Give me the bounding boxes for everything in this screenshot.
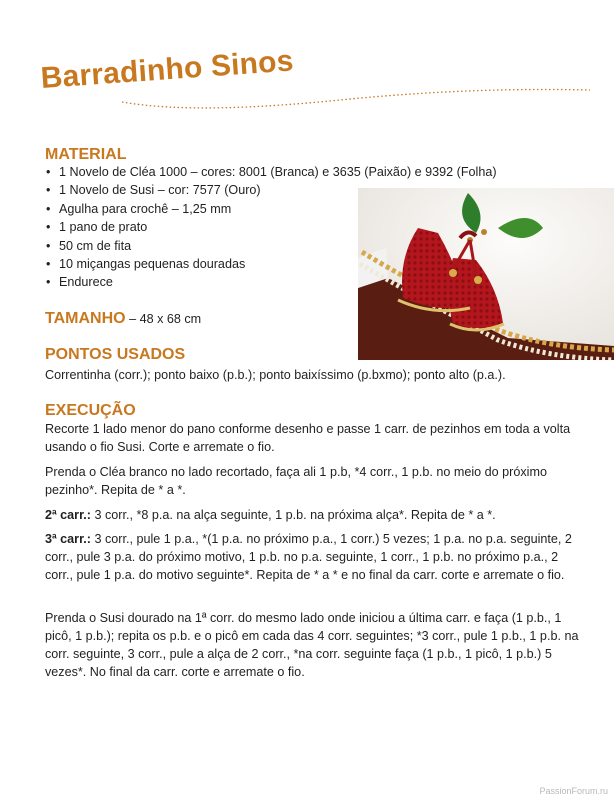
execution-row-2: [45, 506, 580, 524]
size-value: – 48 x 68 cm: [125, 312, 202, 326]
execution-paragraph-5: Prenda o Susi dourado na 1ª corr. do mesmo lado onde iniciou a última carr. e faça (1 p.b., 1 picô, 1 p.b.); repita os p.b. e o picô em cada das 4 corr. seguintes; *3 corr., pule 1 p.b., 1 p.b. na corr. seguinte, 3 corr., pule a alça de 2 corr., *na corr. seguinte faça (1 p.b., 1 picô, 1 p.b.) 5 vezes*. No final da carr. corte e arremate o fio.: [45, 611, 579, 679]
execution-paragraph-2: Prenda o Cléa branco no lado recortado, faça ali 1 p.b, *4 corr., 1 p.b. no meio do próximo pezinho*. Repita de * a *.: [45, 465, 547, 497]
execution-paragraph-1: Recorte 1 lado menor do pano conforme desenho e passe 1 carr. de pezinhos em toda a volta usando o fio Susi. Corte e arremate o fio.: [45, 422, 571, 454]
material-item: • 1 Novelo de Susi – cor: 7577 (Ouro): [45, 181, 497, 199]
material-item: • Agulha para crochê – 1,25 mm: [45, 200, 497, 218]
material-item: • 50 cm de fita: [45, 237, 497, 255]
title-underline: [120, 78, 614, 118]
size-heading: TAMANHO: [45, 310, 126, 327]
material-item: • 1 pano de prato: [45, 218, 497, 236]
material-item: • Endurece: [45, 273, 497, 291]
row-2-label: 2ª carr.:: [45, 508, 91, 522]
material-heading: MATERIAL: [45, 146, 127, 163]
row-3-label: 3ª carr.:: [45, 532, 91, 546]
execution-heading: EXECUÇÃO: [45, 402, 136, 419]
project-photo: [358, 188, 614, 360]
row-3-text: 3 corr., pule 1 p.a., *(1 p.a. no próximo p.a., 1 corr.) 5 vezes; 1 p.a. no p.a. seguinte, 2 corr., pule 3 p.a. do próximo motivo, 1 p.b. no p.a. seguinte, 1 corr., 1 p.b. no próximo p.a., 2 corr., pule 1 p.a. do motivo seguinte*. Repita de * a * e no final da carr. corte e arremate o fio.: [45, 532, 572, 582]
size-line: [45, 310, 201, 328]
stitches-heading: PONTOS USADOS: [45, 346, 186, 363]
material-item: • 10 miçangas pequenas douradas: [45, 255, 497, 273]
material-item: • 1 Novelo de Cléa 1000 – cores: 8001 (Branca) e 3635 (Paixão) e 9392 (Folha): [45, 163, 497, 181]
execution-row-3: [45, 530, 580, 584]
stitches-text: Correntinha (corr.); ponto baixo (p.b.); ponto baixíssimo (p.bxmo); ponto alto (p.a.).: [45, 368, 506, 382]
page-title: Barradinho Sinos: [39, 44, 295, 96]
watermark: PassionForum.ru: [539, 786, 608, 796]
photo-illustration: [358, 188, 614, 360]
row-2-text: 3 corr., *8 p.a. na alça seguinte, 1 p.b. na próxima alça*. Repita de * a *.: [90, 508, 496, 522]
